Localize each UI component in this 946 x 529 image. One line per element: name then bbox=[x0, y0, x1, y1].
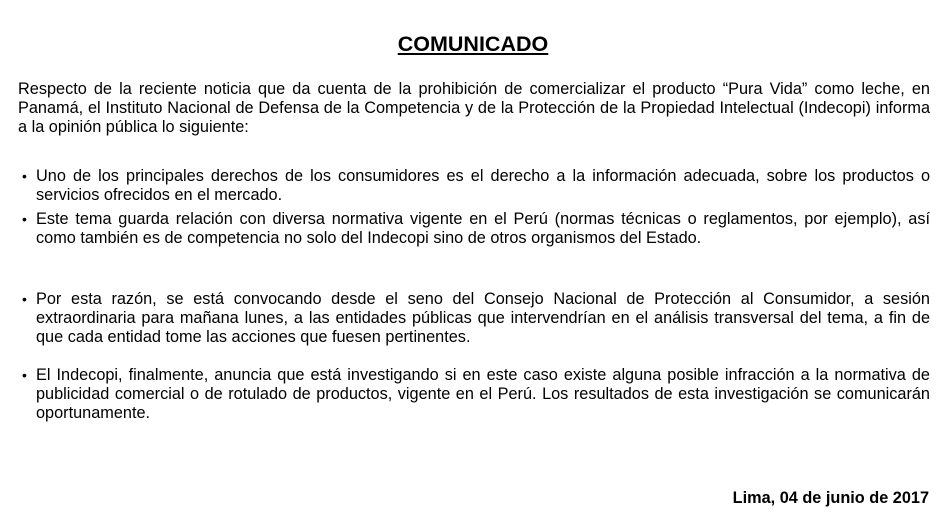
bullet-item-3 bbox=[22, 290, 930, 347]
intro-paragraph: Respecto de la reciente noticia que da cuenta de la prohibición de comercializar el producto “Pura Vida” como leche, en Panamá, el Instituto Nacional de Defensa de la Competencia y de la Protección de la Propiedad Intelectual (Indecopi) informa a la opinión pública lo siguiente: bbox=[18, 80, 930, 136]
bullet-item-1 bbox=[22, 167, 930, 205]
bullet-icon: • bbox=[22, 211, 27, 227]
bullet-item-2 bbox=[22, 210, 930, 248]
bullet-text: El Indecopi, finalmente, anuncia que está investigando si en este caso existe alguna posible infracción a la normativa de publicidad comercial o de rotulado de productos, vigente en el Perú. Los resultados de esta investigación se comunicarán oportunamente. bbox=[36, 366, 930, 422]
bullet-icon: • bbox=[22, 367, 27, 383]
bullet-text: Uno de los principales derechos de los consumidores es el derecho a la información adecuada, sobre los productos o servicios ofrecidos en el mercado. bbox=[36, 167, 930, 204]
bullet-text: Este tema guarda relación con diversa normativa vigente en el Perú (normas técnicas o reglamentos, por ejemplo), así como también es de competencia no solo del Indecopi sino de otros organismos del Estado. bbox=[36, 210, 930, 247]
bullet-icon: • bbox=[22, 291, 27, 307]
signature-date: Lima, 04 de junio de 2017 bbox=[732, 489, 929, 507]
bullet-icon: • bbox=[22, 168, 27, 184]
bullet-item-4 bbox=[22, 366, 930, 423]
bullet-text: Por esta razón, se está convocando desde el seno del Consejo Nacional de Protección al Consumidor, a sesión extraordinaria para mañana lunes, a las entidades públicas que intervendrían en el análisis transversal del tema, a fin de que cada entidad tome las acciones que fuesen pertinentes. bbox=[36, 290, 930, 346]
document-title: COMUNICADO bbox=[397, 32, 549, 56]
